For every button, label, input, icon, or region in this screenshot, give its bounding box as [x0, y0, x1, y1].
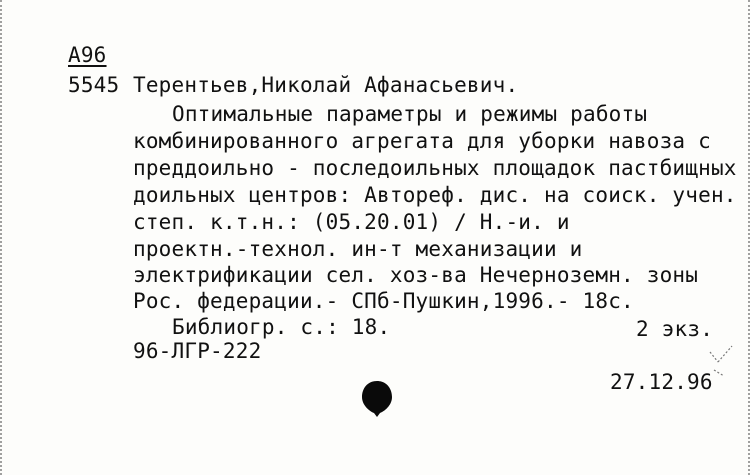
- title-line: проектн.-технол. ин-т механизации и: [133, 237, 583, 261]
- author-heading: Терентьев,Николай Афанасьевич.: [133, 73, 519, 97]
- shelf-mark: А96: [68, 43, 107, 67]
- title-line: доильных центров: Автореф. дис. на соиск. учен.: [133, 183, 737, 207]
- card-right-edge: [742, 0, 750, 475]
- registry-code: 96-ЛГР-222: [133, 339, 262, 363]
- pencil-mark-icon: [706, 340, 736, 380]
- card-date: 27.12.96: [610, 370, 713, 394]
- title-line: электрификации сел. хоз-ва Нечерноземн. зоны: [133, 263, 699, 287]
- title-line: Оптимальные параметры и режимы работы: [172, 102, 648, 126]
- bibliography-note: Библиогр. с.: 18.: [172, 315, 391, 339]
- copies-count: 2 экз.: [636, 317, 714, 341]
- accession-number: 5545: [68, 73, 120, 97]
- card-left-edge: [0, 0, 8, 475]
- title-line: комбинированного агрегата для уборки навоза с: [133, 129, 711, 153]
- title-line: степ. к.т.н.: (05.20.01) / Н.-и. и: [133, 210, 570, 234]
- punch-hole-icon: [361, 380, 393, 418]
- title-line: Рос. федерации.- СПб-Пушкин,1996.- 18с.: [133, 289, 634, 313]
- title-line: преддоильно - последоильных площадок пастбищных: [133, 156, 737, 180]
